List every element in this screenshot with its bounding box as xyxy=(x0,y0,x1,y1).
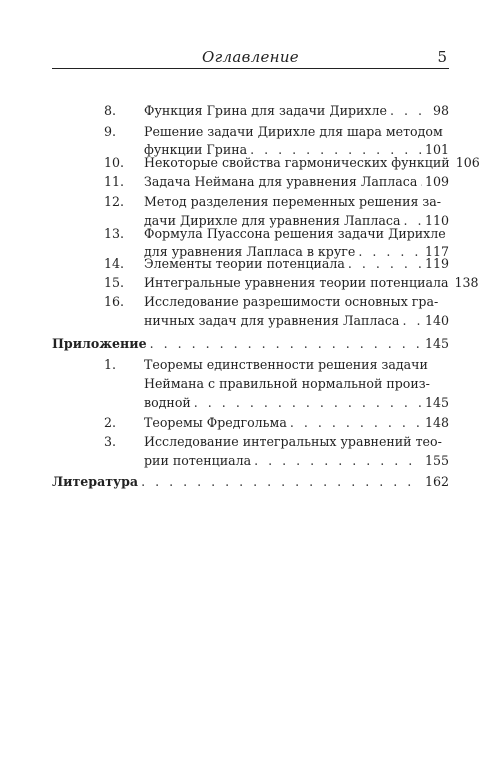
entry-title-continued: для уравнения Лапласа в круге xyxy=(144,244,356,259)
header-rule xyxy=(52,68,449,69)
entry-title: Исследование интегральных уравнений тео- xyxy=(144,434,442,449)
dot-leader xyxy=(150,336,422,351)
entry-page: 155 xyxy=(424,453,449,468)
appendix-title: Приложение xyxy=(52,336,147,351)
dot-leader xyxy=(194,395,422,410)
appendix-page: 145 xyxy=(424,336,449,351)
dot-leader xyxy=(141,474,422,489)
entry-page: 109 xyxy=(424,174,449,189)
entry-page: 106 xyxy=(455,155,480,170)
entry-number: 3. xyxy=(104,434,117,449)
header-title: Оглавление xyxy=(202,48,299,66)
entry-page: 140 xyxy=(424,313,449,328)
entry-page: 117 xyxy=(424,244,449,259)
entry-number: 9. xyxy=(104,124,117,139)
entry-number: 8. xyxy=(104,103,117,118)
entry-page: 101 xyxy=(424,142,449,157)
entry-number: 12. xyxy=(104,194,125,209)
dot-leader xyxy=(254,453,422,468)
entry-title-continued: Неймана с правильной нормальной произ- xyxy=(144,376,430,391)
entry-number: 2. xyxy=(104,415,117,430)
dot-leader xyxy=(290,415,422,430)
dot-leader xyxy=(402,313,422,328)
running-header xyxy=(52,46,449,68)
entry-title: Формула Пуассона решения задачи Дирихле xyxy=(144,226,446,241)
entry-title-continued: функции Грина xyxy=(144,142,248,157)
entry-number: 1. xyxy=(104,357,117,372)
entry-number: 15. xyxy=(104,275,125,290)
entry-title: Метод разделения переменных решения за- xyxy=(144,194,442,209)
entry-page: 98 xyxy=(432,103,449,118)
entry-title: Задача Неймана для уравнения Лапласа xyxy=(144,174,418,189)
entry-title: Некоторые свойства гармонических функций xyxy=(144,155,450,170)
entry-page: 145 xyxy=(424,395,449,410)
entry-title: Интегральные уравнения теории потенциала xyxy=(144,275,449,290)
entry-number: 13. xyxy=(104,226,125,241)
entry-title-continued: рии потенциала xyxy=(144,453,252,468)
entry-title: Теоремы единственности решения задачи xyxy=(144,357,428,372)
entry-page: 119 xyxy=(424,256,449,271)
dot-leader xyxy=(348,256,422,271)
literature-title: Литература xyxy=(52,474,139,489)
entry-page: 148 xyxy=(424,415,449,430)
entry-title: Решение задачи Дирихле для шара методом xyxy=(144,124,443,139)
entry-page: 138 xyxy=(454,275,479,290)
entry-title: Исследование разрешимости основных гра- xyxy=(144,294,439,309)
entry-title: Функция Грина для задачи Дирихле xyxy=(144,103,387,118)
literature-page: 162 xyxy=(424,474,449,489)
entry-title-continued: дачи Дирихле для уравнения Лапласа xyxy=(144,213,401,228)
entry-number: 16. xyxy=(104,294,125,309)
entry-title-continued: водной xyxy=(144,395,191,410)
entry-number: 11. xyxy=(104,174,125,189)
entry-title: Теоремы Фредгольма xyxy=(144,415,287,430)
entry-number: 10. xyxy=(104,155,125,170)
entry-number: 14. xyxy=(104,256,125,271)
entry-title: Элементы теории потенциала xyxy=(144,256,345,271)
dot-leader xyxy=(390,103,430,118)
entry-title-continued: ничных задач для уравнения Лапласа xyxy=(144,313,400,328)
header-page-number: 5 xyxy=(437,48,447,66)
entry-page: 110 xyxy=(424,213,449,228)
dot-leader xyxy=(420,174,422,189)
